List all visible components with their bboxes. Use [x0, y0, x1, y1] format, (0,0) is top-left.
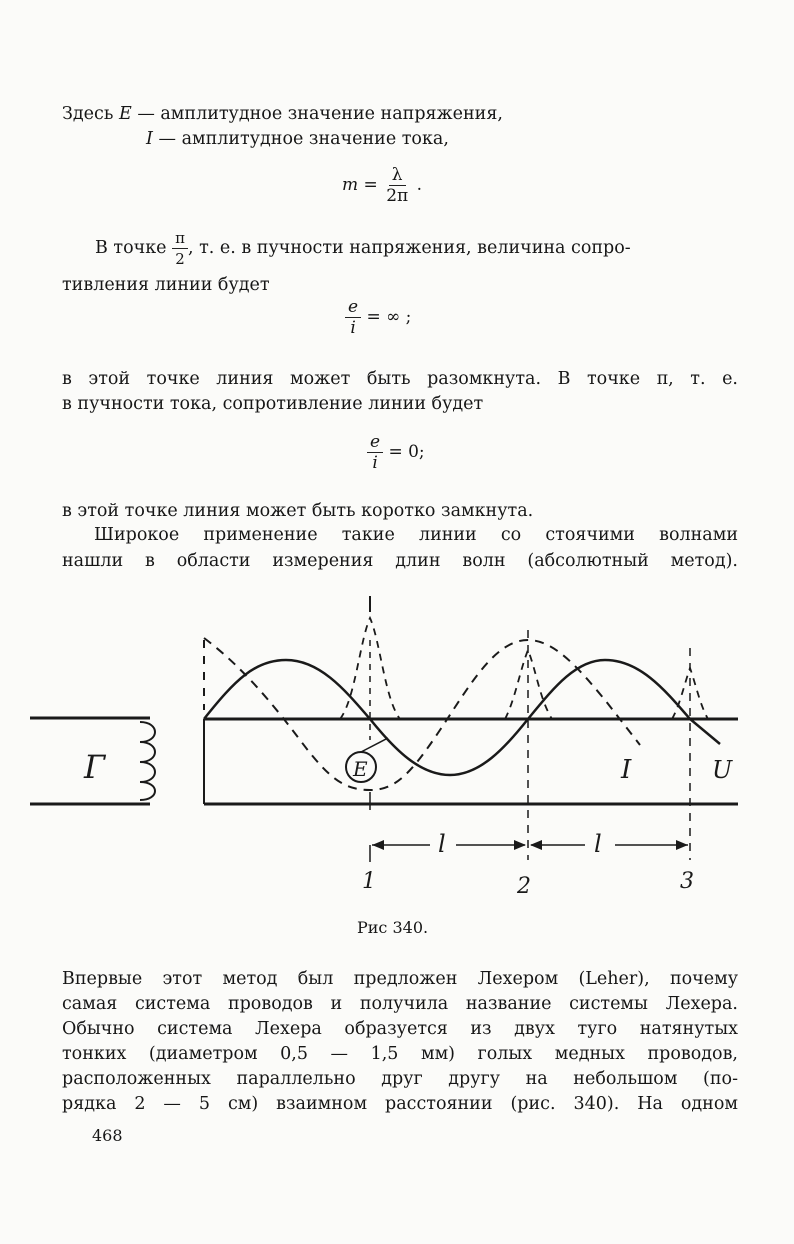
point-2-label: 2 [517, 874, 531, 899]
text-rest: — амплитудное значение тока, [158, 129, 449, 149]
formula-tail: . [416, 175, 422, 195]
page-number: 468 [92, 1126, 123, 1145]
text-rest: — амплитудное значение напряжения, [137, 104, 503, 124]
numerator: λ [389, 165, 406, 186]
para3-line1: в этой точке линия может быть разомкнута. В точке π, т. е. [62, 369, 738, 389]
para6-line3: Обычно система Лехера образуется из двух туго натянутых [62, 1019, 738, 1039]
para6-line5: расположенных параллельно друг другу на небольшом (по- [62, 1069, 738, 1089]
label-source: E [353, 757, 368, 781]
para4-line1: в этой точке линия может быть коротко замкнута. [62, 501, 534, 521]
para6-line1: Впервые этот метод был предложен Лехером (Leher), почему [62, 969, 738, 989]
formula-m [342, 165, 422, 206]
label-generator: Г [84, 748, 106, 786]
label-current: I [621, 755, 632, 785]
para6-line6: рядка 2 — 5 см) взаимном расстоянии (рис. 340). На одном [62, 1094, 738, 1114]
formula-zero [367, 432, 425, 473]
coupling-coil [140, 722, 155, 800]
label-l-2: l [594, 830, 602, 858]
para5-line1: Широкое применение такие линии со стоячими волнами [94, 525, 738, 545]
formula-rhs: = 0; [388, 442, 425, 462]
var-I: I [146, 129, 153, 149]
label-voltage: U [712, 756, 733, 784]
para1-line1 [62, 103, 503, 125]
denominator: 2π [386, 186, 409, 206]
numerator: e [367, 432, 383, 453]
fraction [367, 432, 383, 473]
fraction-pi-2 [172, 228, 188, 269]
point-3-label: 3 [680, 869, 694, 894]
para2-line1 [95, 228, 631, 269]
numerator: π [172, 228, 188, 249]
point-1-label: 1 [362, 869, 376, 894]
para3-line2: в пучности тока, сопротивление линии будет [62, 394, 484, 414]
lamp-lead [361, 738, 388, 752]
para6-line2: самая система проводов и получила название системы Лехера. [62, 994, 738, 1014]
formula-lhs: m = [342, 175, 378, 195]
lecher-system-figure [0, 580, 794, 910]
figure-caption: Рис 340. [357, 918, 429, 937]
para6-line4: тонких (диаметром 0,5 — 1,5 мм) голых медных проводов, [62, 1044, 738, 1064]
text-rest: , т. е. в пучности напряжения, величина сопро- [187, 238, 631, 258]
fraction [383, 165, 411, 206]
para5-line2: нашли в области измерения длин волн (абсолютный метод). [62, 551, 738, 571]
text-prefix: В точке [95, 238, 167, 258]
denominator: i [372, 453, 378, 473]
denominator: i [350, 318, 356, 338]
para2-line2: тивления линии будет [62, 275, 270, 295]
text-prefix: Здесь [62, 104, 114, 124]
denominator: 2 [175, 250, 185, 268]
fraction [345, 297, 361, 338]
label-l-1: l [438, 830, 446, 858]
numerator: e [345, 297, 361, 318]
var-E: E [118, 104, 132, 124]
formula-infinity [345, 297, 411, 338]
formula-rhs: = ∞ ; [366, 307, 412, 327]
para1-line2 [146, 128, 449, 150]
